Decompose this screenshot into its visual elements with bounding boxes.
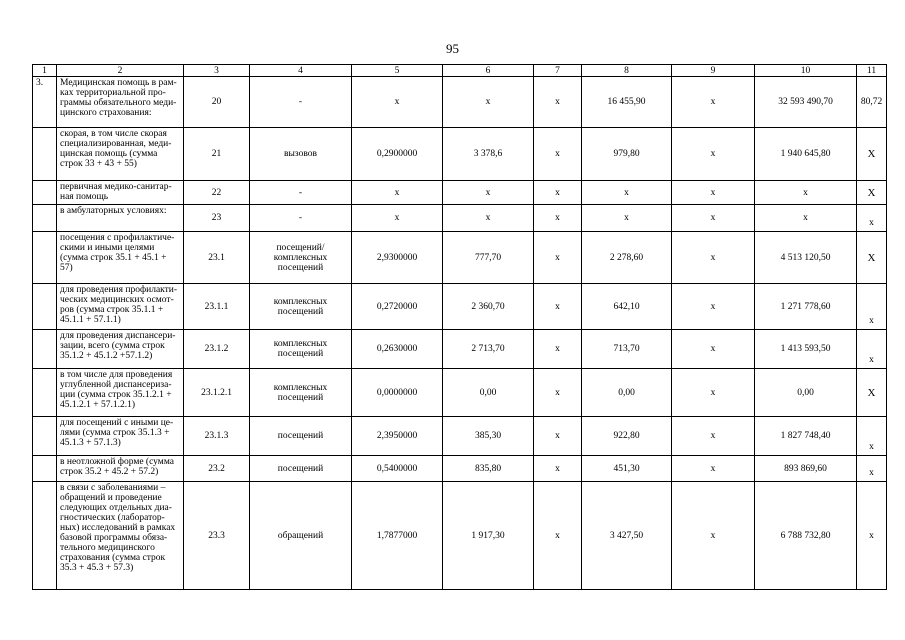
cell-col-7: х: [534, 330, 582, 369]
cell-col-7: х: [534, 456, 582, 482]
cell-col-10: 6 788 732,80: [755, 482, 857, 590]
cell-col-4: обращений: [250, 482, 352, 590]
cell-col-6: 777,70: [443, 232, 534, 284]
table-row: [33, 369, 887, 417]
cell-col-5: 0,2720000: [352, 284, 443, 330]
cell-col-10: 1 271 778,60: [755, 284, 857, 330]
cell-col-8: 642,10: [582, 284, 672, 330]
cell-col-10: 893 869,60: [755, 456, 857, 482]
cell-col-11: х: [857, 456, 887, 482]
cell-col-3: 23.3: [184, 482, 250, 590]
cell-col-3: 23.1: [184, 232, 250, 284]
cell-col-7: х: [534, 284, 582, 330]
cell-col-1: [33, 284, 57, 330]
cell-col-11: х: [857, 284, 887, 330]
cell-col-11: X: [857, 369, 887, 417]
cell-col-7: х: [534, 205, 582, 232]
cell-col-7: х: [534, 77, 582, 128]
cell-col-4: комплексных посещений: [250, 369, 352, 417]
cell-col-1: [33, 181, 57, 205]
cell-col-3: 23.2: [184, 456, 250, 482]
header-cell: 3: [184, 65, 250, 77]
cell-col-3: 22: [184, 181, 250, 205]
header-cell: 7: [534, 65, 582, 77]
cell-col-6: 385,30: [443, 417, 534, 456]
cell-col-6: 0,00: [443, 369, 534, 417]
cell-col-9: х: [672, 205, 755, 232]
cell-col-4: посещений: [250, 417, 352, 456]
cell-col-2: для проведения диспансери-зации, всего (сумма строк 35.1.2 + 45.1.2 +57.1.2): [57, 330, 184, 369]
cell-col-7: х: [534, 482, 582, 590]
table-row: [33, 77, 887, 128]
cell-col-8: 979,80: [582, 128, 672, 181]
page-number: 95: [446, 41, 459, 56]
cell-col-6: 2 713,70: [443, 330, 534, 369]
cell-col-7: х: [534, 417, 582, 456]
cell-col-4: посещений: [250, 456, 352, 482]
cell-col-2: Медицинская помощь в рам-ках территориальной про-граммы обязательного меди-цинского страхования:: [57, 77, 184, 128]
cell-col-5: 0,2900000: [352, 128, 443, 181]
cell-col-5: 2,9300000: [352, 232, 443, 284]
cell-col-5: 0,5400000: [352, 456, 443, 482]
cell-col-4: -: [250, 181, 352, 205]
data-table: [32, 64, 887, 590]
cell-col-6: 1 917,30: [443, 482, 534, 590]
cell-col-3: 20: [184, 77, 250, 128]
cell-col-5: х: [352, 205, 443, 232]
cell-col-11: х: [857, 482, 887, 590]
header-cell: 10: [755, 65, 857, 77]
header-cell: 11: [857, 65, 887, 77]
cell-col-9: х: [672, 369, 755, 417]
cell-col-1: [33, 369, 57, 417]
cell-col-4: комплексных посещений: [250, 330, 352, 369]
cell-col-2: для проведения профилакти-ческих медицинских осмот-ров (сумма строк 35.1.1 + 45.1.1 + 57.1.1): [57, 284, 184, 330]
table-row: [33, 205, 887, 232]
cell-col-11: 80,72: [857, 77, 887, 128]
cell-col-8: 0,00: [582, 369, 672, 417]
cell-col-9: х: [672, 77, 755, 128]
cell-col-3: 21: [184, 128, 250, 181]
cell-col-7: х: [534, 128, 582, 181]
cell-col-8: 2 278,60: [582, 232, 672, 284]
cell-col-1: 3.: [33, 77, 57, 128]
cell-col-11: х: [857, 330, 887, 369]
header-cell: 9: [672, 65, 755, 77]
cell-col-10: 4 513 120,50: [755, 232, 857, 284]
cell-col-9: х: [672, 284, 755, 330]
cell-col-4: -: [250, 205, 352, 232]
cell-col-2: скорая, в том числе скорая специализированная, меди-цинская помощь (сумма строк 33 + 43 + 55): [57, 128, 184, 181]
cell-col-10: 1 827 748,40: [755, 417, 857, 456]
cell-col-1: [33, 232, 57, 284]
cell-col-1: [33, 128, 57, 181]
cell-col-10: х: [755, 181, 857, 205]
table-row: [33, 330, 887, 369]
cell-col-3: 23: [184, 205, 250, 232]
cell-col-9: х: [672, 456, 755, 482]
cell-col-4: посещений/ комплексных посещений: [250, 232, 352, 284]
table-row: [33, 482, 887, 590]
header-row: [33, 65, 887, 77]
cell-col-8: х: [582, 205, 672, 232]
cell-col-5: 0,0000000: [352, 369, 443, 417]
cell-col-5: 0,2630000: [352, 330, 443, 369]
cell-col-11: X: [857, 181, 887, 205]
cell-col-6: х: [443, 181, 534, 205]
cell-col-11: х: [857, 205, 887, 232]
cell-col-2: посещения с профилактиче-скими и иными целями (сумма строк 35.1 + 45.1 + 57): [57, 232, 184, 284]
cell-col-2: в амбулаторных условиях:: [57, 205, 184, 232]
cell-col-1: [33, 456, 57, 482]
cell-col-10: х: [755, 205, 857, 232]
table-row: [33, 181, 887, 205]
cell-col-1: [33, 205, 57, 232]
cell-col-10: 32 593 490,70: [755, 77, 857, 128]
cell-col-6: 2 360,70: [443, 284, 534, 330]
cell-col-11: X: [857, 128, 887, 181]
cell-col-4: -: [250, 77, 352, 128]
cell-col-8: х: [582, 181, 672, 205]
cell-col-7: х: [534, 181, 582, 205]
header-cell: 2: [57, 65, 184, 77]
cell-col-3: 23.1.3: [184, 417, 250, 456]
cell-col-8: 3 427,50: [582, 482, 672, 590]
header-cell: 1: [33, 65, 57, 77]
table-row: [33, 417, 887, 456]
cell-col-8: 922,80: [582, 417, 672, 456]
cell-col-5: х: [352, 77, 443, 128]
cell-col-3: 23.1.2: [184, 330, 250, 369]
cell-col-10: 1 413 593,50: [755, 330, 857, 369]
cell-col-9: х: [672, 482, 755, 590]
cell-col-2: в неотложной форме (сумма строк 35.2 + 45.2 + 57.2): [57, 456, 184, 482]
cell-col-10: 0,00: [755, 369, 857, 417]
cell-col-1: [33, 482, 57, 590]
table-row: [33, 232, 887, 284]
cell-col-9: х: [672, 417, 755, 456]
cell-col-9: х: [672, 181, 755, 205]
table-row: [33, 128, 887, 181]
cell-col-6: х: [443, 205, 534, 232]
cell-col-2: в связи с заболеваниями – обращений и проведение следующих отдельных диа-гностических (лаборатор-ных) исследований в рамках базовой программы обяза-тельного медицинского страхования (сумма строк 35.3 + 45.3 + 57.3): [57, 482, 184, 590]
cell-col-6: х: [443, 77, 534, 128]
cell-col-11: х: [857, 417, 887, 456]
cell-col-6: 835,80: [443, 456, 534, 482]
cell-col-8: 451,30: [582, 456, 672, 482]
cell-col-1: [33, 417, 57, 456]
cell-col-2: первичная медико-санитар-ная помощь: [57, 181, 184, 205]
cell-col-5: х: [352, 181, 443, 205]
header-cell: 6: [443, 65, 534, 77]
header-cell: 5: [352, 65, 443, 77]
cell-col-8: 713,70: [582, 330, 672, 369]
cell-col-10: 1 940 645,80: [755, 128, 857, 181]
cell-col-4: комплексных посещений: [250, 284, 352, 330]
header-cell: 8: [582, 65, 672, 77]
table-row: [33, 456, 887, 482]
cell-col-1: [33, 330, 57, 369]
cell-col-3: 23.1.2.1: [184, 369, 250, 417]
cell-col-8: 16 455,90: [582, 77, 672, 128]
cell-col-6: 3 378,6: [443, 128, 534, 181]
cell-col-9: х: [672, 330, 755, 369]
cell-col-7: х: [534, 369, 582, 417]
cell-col-7: х: [534, 232, 582, 284]
cell-col-9: х: [672, 232, 755, 284]
cell-col-5: 2,3950000: [352, 417, 443, 456]
table-row: [33, 284, 887, 330]
cell-col-2: в том числе для проведения углубленной диспансериза-ции (сумма строк 35.1.2.1 + 45.1.2.1 + 57.1.2.1): [57, 369, 184, 417]
cell-col-2: для посещений с иными це-лями (сумма строк 35.1.3 + 45.1.3 + 57.1.3): [57, 417, 184, 456]
cell-col-5: 1,7877000: [352, 482, 443, 590]
cell-col-11: X: [857, 232, 887, 284]
cell-col-4: вызовов: [250, 128, 352, 181]
cell-col-9: х: [672, 128, 755, 181]
cell-col-3: 23.1.1: [184, 284, 250, 330]
header-cell: 4: [250, 65, 352, 77]
